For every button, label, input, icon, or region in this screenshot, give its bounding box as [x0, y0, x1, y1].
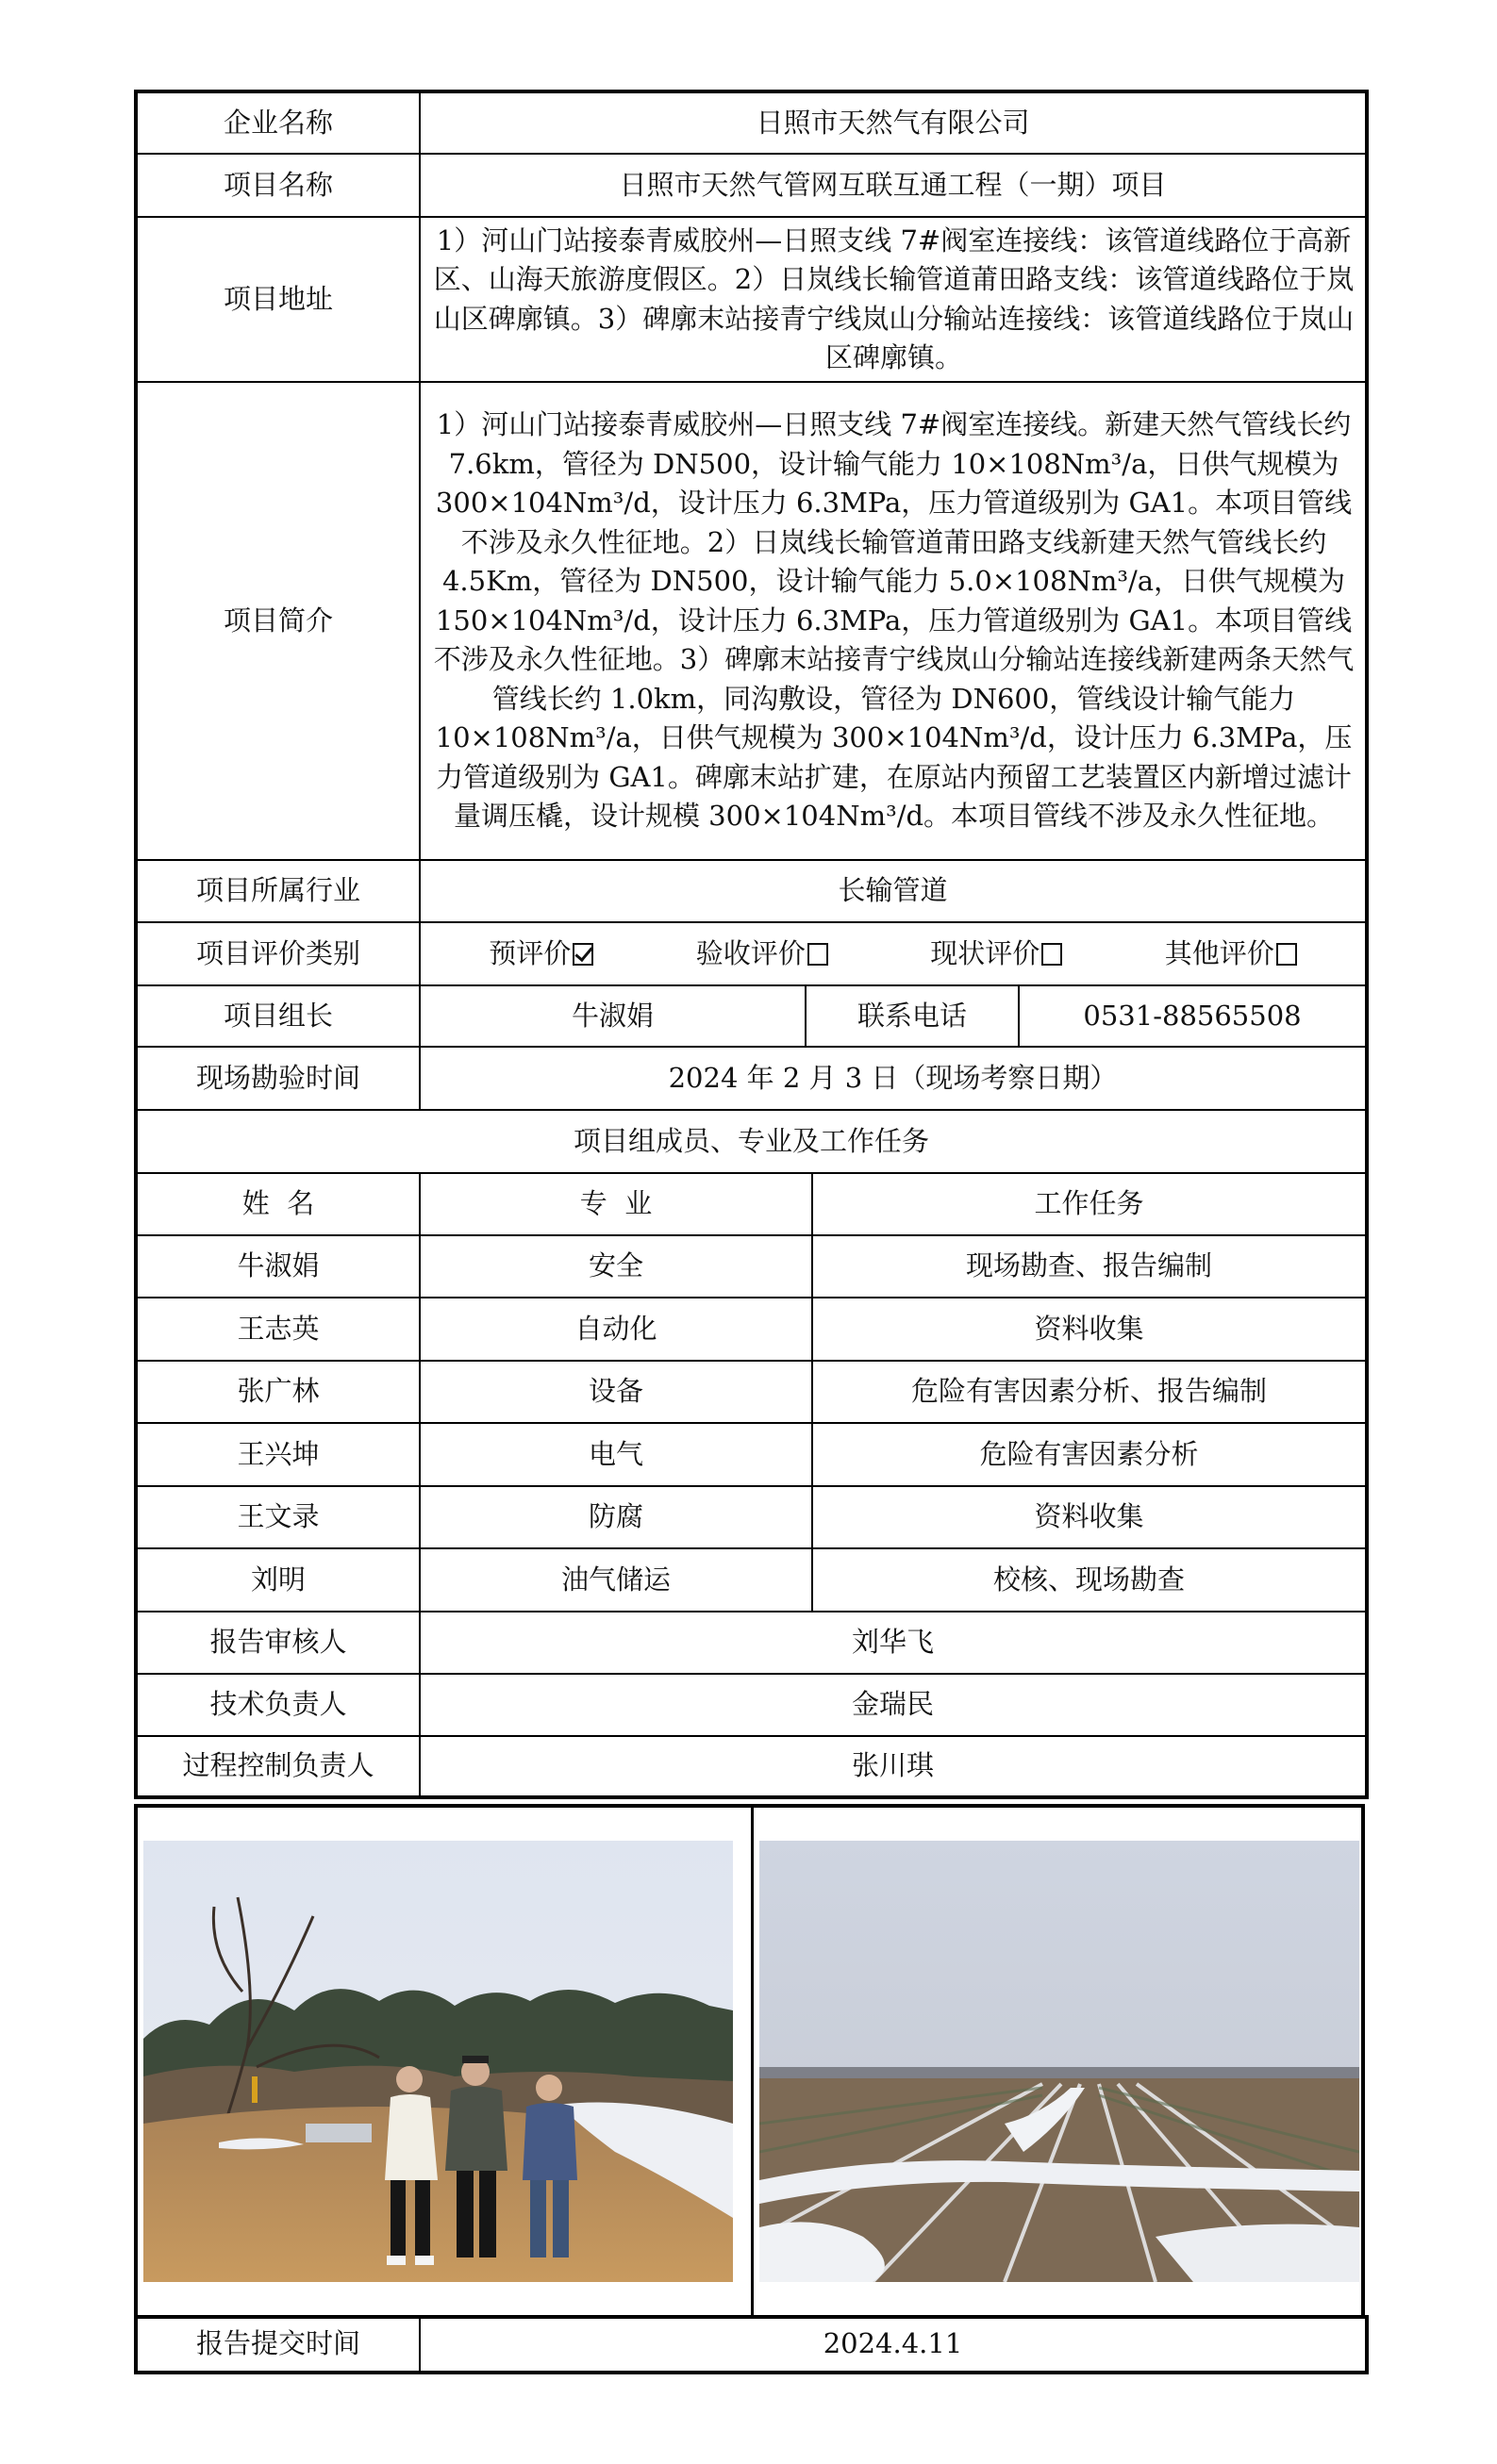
evaluation-option-label: 预评价: [489, 936, 572, 969]
row-project-address: [136, 217, 1367, 382]
member-major: 自动化: [420, 1298, 812, 1361]
company-value: 日照市天然气有限公司: [420, 91, 1367, 154]
member-row: [136, 1361, 1367, 1423]
row-industry: [136, 860, 1367, 922]
survey-time-value: 2024 年 2 月 3 日（现场考察日期）: [420, 1047, 1367, 1110]
industry-value: 长输管道: [420, 860, 1367, 922]
row-evaluation-type: [136, 922, 1367, 985]
reviewer-label: 报告审核人: [136, 1612, 420, 1674]
field-photo-illustration: [759, 1841, 1359, 2282]
survey-time-label: 现场勘验时间: [136, 1047, 420, 1110]
evaluation-type-options: [420, 922, 1367, 985]
phone-value: 0531-88565508: [1019, 985, 1367, 1047]
photo-divider: [751, 1808, 754, 2315]
evaluation-type-label: 项目评价类别: [136, 922, 420, 985]
member-row: [136, 1486, 1367, 1548]
evaluation-option-label: 其他评价: [1164, 936, 1274, 969]
member-major: 油气储运: [420, 1548, 812, 1612]
row-project-intro: [136, 382, 1367, 860]
evaluation-option-label: 现状评价: [930, 936, 1040, 969]
submit-time-value: 2024.4.11: [420, 2316, 1367, 2373]
row-project-name: [136, 154, 1367, 217]
member-row: [136, 1548, 1367, 1612]
industry-label: 项目所属行业: [136, 860, 420, 922]
member-task: 资料收集: [812, 1486, 1367, 1548]
site-photos-panel: [134, 1804, 1365, 2319]
row-company: [136, 91, 1367, 154]
member-major: 电气: [420, 1423, 812, 1486]
evaluation-option-label: 验收评价: [695, 936, 806, 969]
project-name-value: 日照市天然气管网互联互通工程（一期）项目: [420, 154, 1367, 217]
member-task: 危险有害因素分析、报告编制: [812, 1361, 1367, 1423]
row-members-title: [136, 1110, 1367, 1173]
member-name: 刘明: [136, 1548, 420, 1612]
member-name: 王兴坤: [136, 1423, 420, 1486]
members-header-name: 姓 名: [136, 1173, 420, 1235]
tech-lead-label: 技术负责人: [136, 1674, 420, 1736]
row-tech-lead: [136, 1674, 1367, 1736]
row-process-lead: [136, 1736, 1367, 1797]
row-survey-time: [136, 1047, 1367, 1110]
checkbox-unchecked-icon[interactable]: [1276, 943, 1297, 966]
phone-label: 联系电话: [806, 985, 1019, 1047]
member-task: 校核、现场勘查: [812, 1548, 1367, 1612]
project-address-value: 1）河山门站接泰青威胶州—日照支线 7#阀室连接线：该管道线路位于高新区、山海天旅游度假区。2）日岚线长输管道莆田路支线：该管道线路位于岚山区碑廓镇。3）碑廓末站接青宁线岚山分输站连接线：该管道线路位于岚山区碑廓镇。: [420, 217, 1367, 382]
process-lead-value: 张川琪: [420, 1736, 1367, 1797]
checkbox-checked-icon[interactable]: [573, 943, 593, 966]
member-name: 王文录: [136, 1486, 420, 1548]
member-name: 牛淑娟: [136, 1235, 420, 1298]
member-row: [136, 1298, 1367, 1361]
reviewer-value: 刘华飞: [420, 1612, 1367, 1674]
member-task: 现场勘查、报告编制: [812, 1235, 1367, 1298]
evaluation-option-acceptance[interactable]: [696, 934, 828, 974]
member-name: 王志英: [136, 1298, 420, 1361]
project-intro-value: 1）河山门站接泰青威胶州—日照支线 7#阀室连接线。新建天然气管线长约 7.6km，管径为 DN500，设计输气能力 10×108Nm³/a，日供气规模为 300×104Nm³/d，设计压力 6.3MPa，压力管道级别为 GA1。本项目管线不涉及永久性征地。2）日岚线长输管道莆田路支线新建天然气管线长约 4.5Km，管径为 DN500，设计输气能力 5.0×108Nm³/a，日供气规模为 150×104Nm³/d，设计压力 6.3MPa，压力管道级别为 GA1。本项目管线不涉及永久性征地。3）碑廓末站接青宁线岚山分输站连接线新建两条天然气管线长约 1.0km，同沟敷设，管径为 DN600，管线设计输气能力 10×108Nm³/a，日供气规模为 300×104Nm³/d，设计压力 6.3MPa，压力管道级别为 GA1。碑廓末站扩建，在原站内预留工艺装置区内新增过滤计量调压橇，设计规模 300×104Nm³/d。本项目管线不涉及永久性征地。: [420, 382, 1367, 860]
tech-lead-value: 金瑞民: [420, 1674, 1367, 1736]
members-header-major: 专 业: [420, 1173, 812, 1235]
site-photo-field: [759, 1841, 1359, 2282]
member-major: 设备: [420, 1361, 812, 1423]
evaluation-option-pre[interactable]: [489, 934, 593, 974]
checkbox-unchecked-icon[interactable]: [1041, 943, 1062, 966]
checkbox-unchecked-icon[interactable]: [807, 943, 828, 966]
report-info-table: [134, 90, 1369, 1799]
evaluation-option-other[interactable]: [1165, 934, 1297, 974]
team-photo-illustration: [143, 1841, 733, 2282]
member-name: 张广林: [136, 1361, 420, 1423]
member-row: [136, 1235, 1367, 1298]
row-leader: [136, 985, 1367, 1047]
member-row: [136, 1423, 1367, 1486]
member-task: 危险有害因素分析: [812, 1423, 1367, 1486]
members-header-task: 工作任务: [812, 1173, 1367, 1235]
site-photo-team: [143, 1841, 733, 2282]
row-submit-time: [136, 2316, 1367, 2373]
members-title: 项目组成员、专业及工作任务: [136, 1110, 1367, 1173]
member-major: 安全: [420, 1235, 812, 1298]
process-lead-label: 过程控制负责人: [136, 1736, 420, 1797]
project-address-label: 项目地址: [136, 217, 420, 382]
member-major: 防腐: [420, 1486, 812, 1548]
row-reviewer: [136, 1612, 1367, 1674]
members-header-row: [136, 1173, 1367, 1235]
member-task: 资料收集: [812, 1298, 1367, 1361]
leader-value: 牛淑娟: [420, 985, 806, 1047]
submit-time-label: 报告提交时间: [136, 2316, 420, 2373]
evaluation-option-status[interactable]: [930, 934, 1062, 974]
project-name-label: 项目名称: [136, 154, 420, 217]
leader-label: 项目组长: [136, 985, 420, 1047]
company-label: 企业名称: [136, 91, 420, 154]
project-intro-label: 项目简介: [136, 382, 420, 860]
submit-time-table: [134, 2315, 1369, 2374]
